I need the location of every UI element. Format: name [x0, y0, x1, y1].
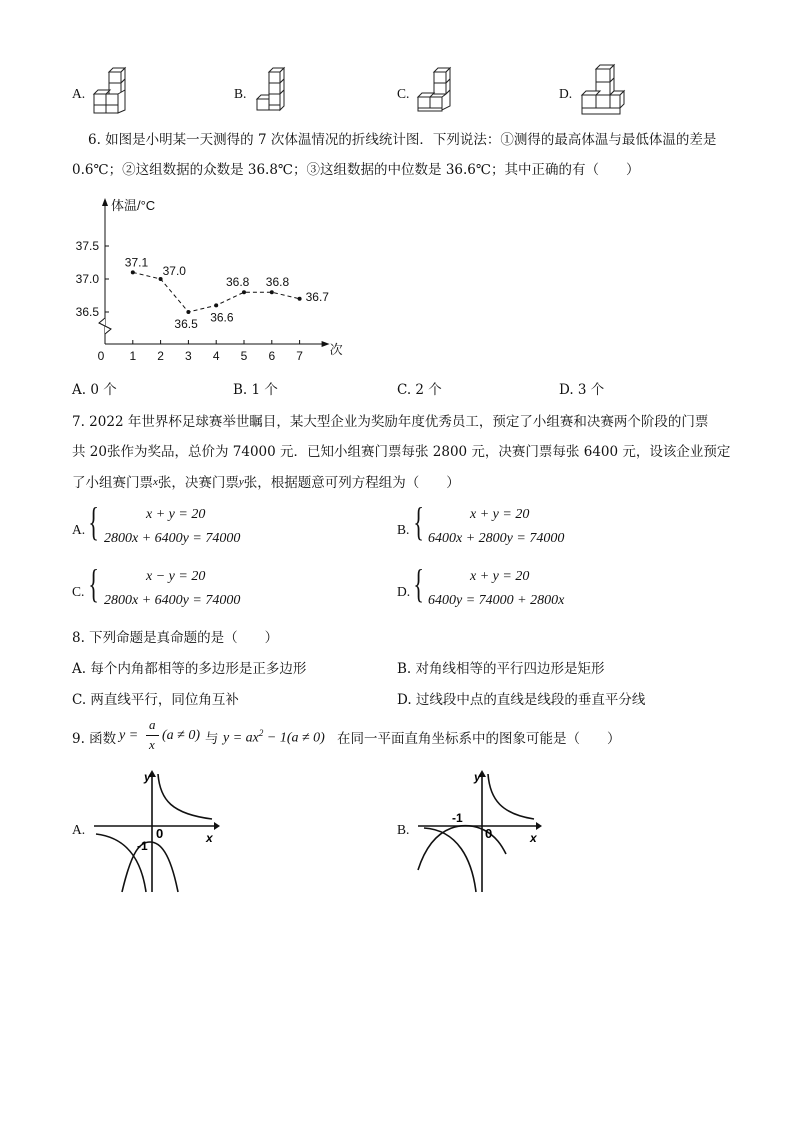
q6-option-c: C. 2 个 — [397, 382, 442, 398]
origin-label: 0 — [156, 826, 164, 841]
q6-option-a: A. 0 个 — [72, 382, 117, 398]
q6-stem-line1: 6. 如图是小明某一天测得的 7 次体温情况的折线统计图．下列说法：①测得的最高体温与最低体温的差是 — [88, 132, 717, 148]
q5-option-a-figure — [92, 66, 130, 116]
mark-label: -1 — [137, 839, 148, 853]
q9-graph-b — [410, 764, 550, 896]
data-point — [214, 303, 218, 307]
q7-option-d-label: D. — [397, 584, 411, 599]
y-axis-label: 体温/°C — [111, 198, 156, 213]
q5-option-b-figure — [253, 66, 289, 116]
x-axis-label: 次 — [329, 342, 343, 357]
q7-stem-line3 — [72, 472, 460, 493]
q5-option-c-label: C. — [397, 86, 410, 101]
x-label: x — [206, 831, 213, 845]
q8-option-d: D. 过线段中点的直线是线段的垂直平分线 — [397, 692, 646, 708]
q9-f2-exponent: 2 — [258, 728, 264, 738]
q7-option-b-eq2: 6400x + 2800y = 74000 — [428, 531, 565, 546]
q9-suffix: 在同一平面直角坐标系中的图象可能是（ ） — [337, 731, 621, 747]
q9-option-b-label: B. — [397, 822, 410, 837]
y-label: y — [474, 770, 481, 784]
data-label: 36.8 — [265, 275, 290, 290]
q9-f2-tail: − 1(a ≠ 0) — [263, 730, 325, 746]
q9-f1-lhs: y = — [119, 728, 139, 743]
q7-option-a-label: A. — [72, 522, 86, 537]
q7-option-a-eq2: 2800x + 6400y = 74000 — [104, 531, 241, 546]
x-tick-label: 4 — [212, 349, 220, 363]
y-label: y — [144, 770, 151, 784]
q9-f2-main: y = ax — [223, 730, 259, 746]
q7-var-y: y — [238, 476, 244, 488]
q7-option-d-eq2: 6400y = 74000 + 2800x — [428, 593, 565, 608]
q6-option-d: D. 3 个 — [559, 382, 605, 398]
q7-option-c-eq1: x − y = 20 — [146, 569, 206, 584]
q8-option-a: A. 每个内角都相等的多边形是正多边形 — [72, 661, 307, 677]
x-tick-label: 7 — [296, 349, 303, 363]
brace-icon: { — [413, 499, 424, 544]
q7-text-a: 了小组赛门票 — [72, 475, 153, 491]
data-label: 37.1 — [124, 255, 149, 270]
x-tick-label: 5 — [240, 349, 248, 363]
q7-text-b: 张，决赛门票 — [157, 475, 239, 491]
q5-option-b-label: B. — [234, 86, 247, 101]
q7-option-d-eq1: x + y = 20 — [470, 569, 530, 584]
q9-graph-a — [86, 764, 226, 896]
parabola — [418, 826, 506, 870]
q5-option-d-figure — [578, 62, 630, 118]
y-tick-label: 37.0 — [75, 272, 99, 286]
q9-prefix: 9. 函数 — [72, 731, 117, 747]
fraction-bar — [146, 735, 159, 736]
q5-option-a-label: A. — [72, 86, 86, 101]
q9-f1-denominator: x — [149, 737, 155, 752]
x-tick-label: 0 — [97, 349, 105, 363]
mark-label: -1 — [452, 811, 463, 825]
data-label: 36.6 — [210, 310, 234, 325]
q8-option-b: B. 对角线相等的平行四边形是矩形 — [397, 661, 605, 677]
q8-stem: 8. 下列命题是真命题的是（ ） — [72, 630, 279, 646]
data-label: 36.5 — [174, 317, 198, 331]
x-tick-label: 2 — [157, 349, 164, 363]
data-point — [242, 290, 246, 294]
q9-f2 — [223, 728, 325, 747]
q9-mid: 与 — [205, 731, 219, 747]
y-tick-label: 36.5 — [75, 305, 99, 319]
data-point — [186, 310, 190, 314]
q6-line-chart — [64, 192, 354, 364]
parabola — [122, 842, 178, 892]
data-point — [270, 290, 274, 294]
data-label: 36.8 — [226, 275, 250, 290]
q7-stem-line1: 7. 2022 年世界杯足球赛举世瞩目，某大型企业为奖励年度优秀员工，预定了小组赛和决赛两个阶段的门票 — [72, 414, 709, 430]
hyperbola-branch-1 — [488, 774, 534, 819]
q7-stem-line2: 共 20张作为奖品，总价为 74000 元．已知小组赛门票每张 2800 元，决赛门票每张 6400 元，设该企业预定 — [72, 444, 731, 460]
x-tick-label: 1 — [129, 349, 137, 363]
hyperbola-branch-2 — [424, 828, 476, 892]
x-tick-label: 6 — [268, 349, 276, 363]
q9-f1-numerator: a — [149, 717, 156, 732]
q7-option-c-label: C. — [72, 584, 85, 599]
q5-option-d-label: D. — [559, 86, 573, 101]
brace-icon: { — [88, 561, 99, 606]
data-point — [298, 297, 302, 301]
q7-option-c-eq2: 2800x + 6400y = 74000 — [104, 593, 241, 608]
q9-option-a-label: A. — [72, 822, 86, 837]
axis-break-icon — [99, 318, 111, 334]
q6-stem-line2: 0.6℃；②这组数据的众数是 36.8℃；③这组数据的中位数是 36.6℃；其中正确的有（ ） — [72, 162, 640, 178]
hyperbola-branch-1 — [158, 774, 212, 819]
q6-option-b: B. 1 个 — [233, 382, 278, 398]
q7-text-c: 张，根据题意可列方程组为（ ） — [243, 475, 460, 491]
q9-f1-condition: (a ≠ 0) — [162, 728, 201, 743]
y-tick-label: 37.5 — [75, 239, 99, 253]
data-point — [131, 270, 135, 274]
x-axis-arrow-icon — [322, 341, 330, 347]
q7-option-b-label: B. — [397, 522, 410, 537]
y-axis-arrow-icon — [102, 198, 108, 206]
q7-option-b-eq1: x + y = 20 — [470, 507, 530, 522]
data-label: 36.7 — [305, 289, 329, 304]
x-axis-arrow-icon — [536, 822, 542, 830]
brace-icon: { — [88, 499, 99, 544]
brace-icon: { — [413, 561, 424, 606]
q8-option-c: C. 两直线平行，同位角互补 — [72, 692, 239, 708]
q7-option-a-eq1: x + y = 20 — [146, 507, 206, 522]
data-label: 37.0 — [162, 264, 186, 278]
x-axis-arrow-icon — [214, 822, 220, 830]
x-tick-label: 3 — [185, 349, 192, 363]
q7-var-x: x — [153, 476, 158, 488]
x-label: x — [530, 831, 537, 845]
origin-label: 0 — [485, 826, 493, 841]
q5-option-c-figure — [415, 66, 455, 116]
